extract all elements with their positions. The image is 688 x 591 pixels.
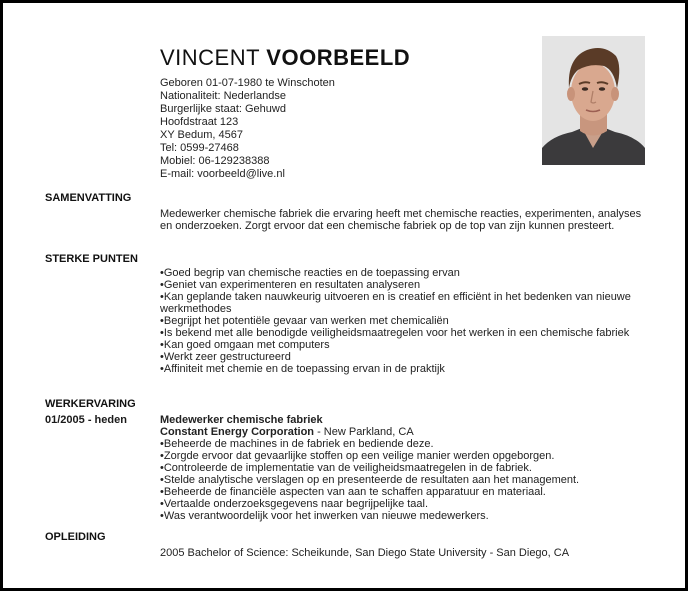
portrait-image xyxy=(542,36,645,165)
list-item: • Affiniteit met chemie en de toepassing ervan in de praktijk xyxy=(160,363,650,375)
list-item: • Controleerde de implementatie van de veiligheidsmaatregelen in de fabriek. xyxy=(160,462,650,474)
contact-line: Burgerlijke staat: Gehuwd xyxy=(160,103,286,115)
list-item: • Kan geplande taken nauwkeurig uitvoeren en is creatief en efficiënt in het bedenken van nieuwe werkmethodes xyxy=(160,291,650,315)
education-text: 2005 Bachelor of Science: Scheikunde, San Diego State University - San Diego, CA xyxy=(160,547,570,559)
experience-period: 01/2005 - heden xyxy=(45,414,127,426)
contact-line: Nationaliteit: Nederlandse xyxy=(160,90,286,102)
list-item: • Zorgde ervoor dat gevaarlijke stoffen op een veilige manier werden opgeborgen. xyxy=(160,450,650,462)
education-section xyxy=(160,547,650,559)
list-item: • Is bekend met alle benodigde veiligheidsmaatregelen voor het werken in een chemische fabriek xyxy=(160,327,650,339)
section-label-summary: SAMENVATTING xyxy=(45,192,132,204)
section-label-education: OPLEIDING xyxy=(45,531,106,543)
section-label-strengths: STERKE PUNTEN xyxy=(45,253,138,265)
first-name: VINCENT xyxy=(160,45,260,70)
strengths-list xyxy=(160,267,650,375)
last-name: VOORBEELD xyxy=(266,45,411,70)
contact-line: Mobiel: 06-129238388 xyxy=(160,155,270,167)
summary-section xyxy=(160,208,650,232)
job-title: Medewerker chemische fabriek xyxy=(160,414,323,426)
list-item: • Beheerde de machines in de fabriek en bediende deze. xyxy=(160,438,650,450)
list-item: • Goed begrip van chemische reacties en de toepassing ervan xyxy=(160,267,650,279)
contact-line: XY Bedum, 4567 xyxy=(160,129,243,141)
company-name: Constant Energy Corporation xyxy=(160,426,315,438)
section-label-experience: WERKERVARING xyxy=(45,398,136,410)
experience-section xyxy=(160,414,650,522)
contact-line: E-mail: voorbeeld@live.nl xyxy=(160,168,285,180)
list-item: • Geniet van experimenteren en resultaten analyseren xyxy=(160,279,650,291)
experience-list xyxy=(160,438,650,522)
strengths-section xyxy=(160,267,650,375)
list-item: • Stelde analytische verslagen op en presenteerde de resultaten aan het management. xyxy=(160,474,650,486)
list-item: • Kan goed omgaan met computers xyxy=(160,339,650,351)
profile-photo xyxy=(542,36,645,165)
list-item: • Werkt zeer gestructureerd xyxy=(160,351,650,363)
list-item: • Beheerde de financiële aspecten van aan te schaffen apparatuur en materiaal. xyxy=(160,486,650,498)
company-location: - New Parkland, CA xyxy=(314,426,414,438)
list-item: • Vertaalde onderzoeksgegevens naar begrijpelijke taal. xyxy=(160,498,650,510)
list-item: • Begrijpt het potentiële gevaar van werken met chemicaliën xyxy=(160,315,650,327)
contact-line: Tel: 0599-27468 xyxy=(160,142,239,154)
summary-text: Medewerker chemische fabriek die ervaring heeft met chemische reacties, experimenten, analyses en onderzoeken. Zorgt ervoor dat een chemische fabriek op de top van zijn kunnen presteert. xyxy=(160,208,642,232)
list-item: • Was verantwoordelijk voor het inwerken van nieuwe medewerkers. xyxy=(160,510,650,522)
candidate-name xyxy=(160,45,410,71)
company-line xyxy=(160,426,650,438)
contact-line: Hoofdstraat 123 xyxy=(160,116,239,128)
contact-details xyxy=(160,77,335,181)
contact-line: Geboren 01-07-1980 te Winschoten xyxy=(160,77,335,89)
